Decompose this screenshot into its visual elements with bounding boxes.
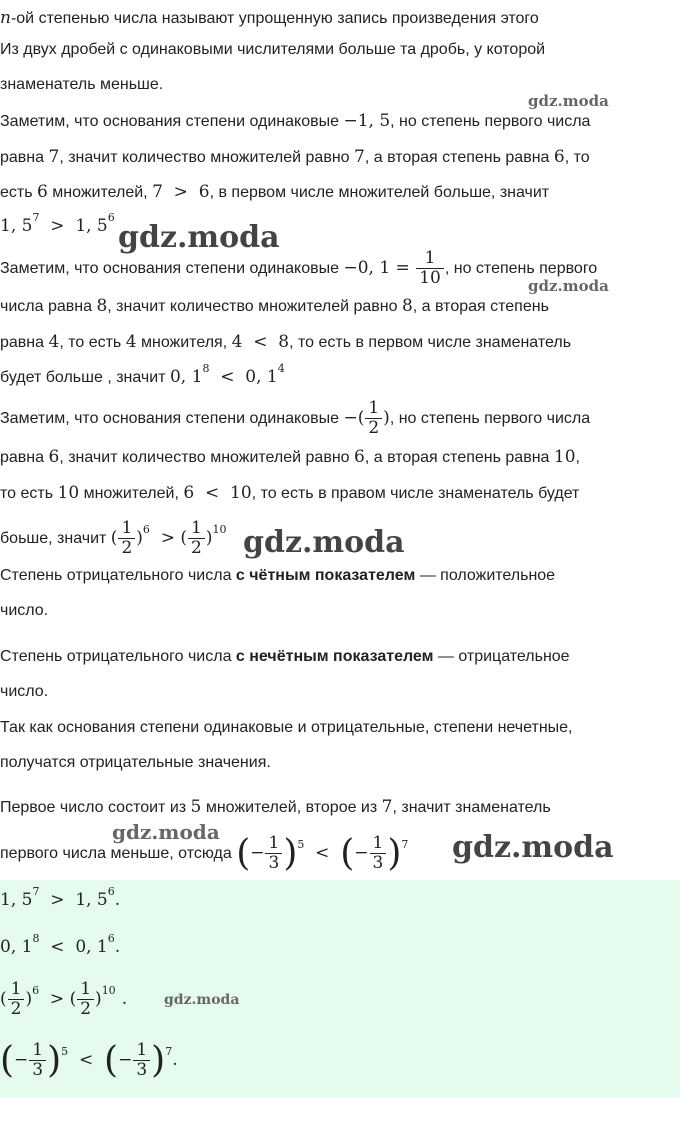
- p2-line-2: числа равна 8, значит количество множителей равно 8, а вторая степень: [0, 296, 549, 316]
- p3-line-3: то есть 10 множителей, 6 < 10, то есть в правом числе знаменатель будет: [0, 483, 580, 503]
- watermark: gdz.moda: [164, 992, 240, 1008]
- answer-3: ( $\frac{1}{2}$ )$^6$ > ( $\frac{1}{2}$ )$^{10}$ .: [0, 979, 128, 1020]
- p1-result: 1, $5^7 > 1$, $5^6$: [0, 211, 115, 236]
- p5-line-1: Первое число состоит из 5 множителей, второе из 7, значит знаменатель: [0, 797, 551, 817]
- p1-line-1: Заметим, что основания степени одинаковые −1, 5, но степень первого числа: [0, 111, 591, 131]
- p3-result: боьше, значит ( $\frac{1}{2}$ )$^6$ > ( $\frac{1}{2}$ )$^{10}$: [0, 518, 227, 559]
- p5-result: первого числа меньше, отсюда (− $\frac{1}{3}$ )$^5$ < (− $\frac{1}{3}$ )$^7$: [0, 832, 409, 874]
- watermark: gdz.moda: [112, 820, 220, 844]
- p4-line-3: Степень отрицательного числа с нечётным показателем — отрицательное: [0, 648, 570, 665]
- answer-4: (− $\frac{1}{3}$ )$^5$ < (− $\frac{1}{3}$ )$^7$.: [0, 1039, 178, 1081]
- p1-line-2: равна 7, значит количество множителей равно 7, а вторая степень равна 6, то: [0, 147, 590, 167]
- p2-line-1: Заметим, что основания степени одинаковые −0, 1 = $\frac{1}{10}$ , но степень первого: [0, 248, 598, 289]
- p3-line-2: равна 6, значит количество множителей равно 6, а вторая степень равна 10,: [0, 447, 580, 467]
- p4-line-5: Так как основания степени одинаковые и отрицательные, степени нечетные,: [0, 719, 573, 736]
- answer-block: [0, 880, 680, 1098]
- watermark: gdz.moda: [118, 220, 280, 255]
- p2-line-3: равна 4, то есть 4 множителя, 4 < 8, то есть в первом числе знаменатель: [0, 332, 572, 352]
- watermark: gdz.moda: [243, 525, 405, 560]
- answer-1: 1, $5^7 > 1$, $5^6$.: [0, 885, 121, 910]
- rule-line-1: Из двух дробей с одинаковыми числителями больше та дробь, у которой: [0, 41, 546, 58]
- watermark: gdz.moda: [528, 92, 609, 110]
- watermark: gdz.moda: [452, 830, 614, 865]
- fraction-1-10: $\frac{1}{10}$: [416, 249, 444, 288]
- p4-line-6: получатся отрицательные значения.: [0, 754, 271, 771]
- p2-line-4: будет больше , значит 0, $1^8 < 0$, $1^4$: [0, 362, 285, 387]
- intro-line-1: n-ой степенью числа называют упрощенную запись произведения этого: [0, 8, 539, 28]
- p4-line-4: число.: [0, 683, 49, 700]
- p1-line-3: есть 6 множителей, 7 > 6, в первом числе множителей больше, значит: [0, 182, 550, 202]
- answer-2: 0, $1^8 < 0$, $1^6$.: [0, 932, 121, 957]
- p3-line-1: Заметим, что основания степени одинаковые −( $\frac{1}{2}$ ), но степень первого числа: [0, 398, 591, 439]
- fraction-1-2: $\frac{1}{2}$: [365, 399, 382, 438]
- rule-line-2: знаменатель меньше.: [0, 76, 164, 93]
- p4-line-2: число.: [0, 602, 49, 619]
- p4-line-1: Степень отрицательного числа с чётным показателем — положительное: [0, 567, 556, 584]
- watermark: gdz.moda: [528, 277, 609, 295]
